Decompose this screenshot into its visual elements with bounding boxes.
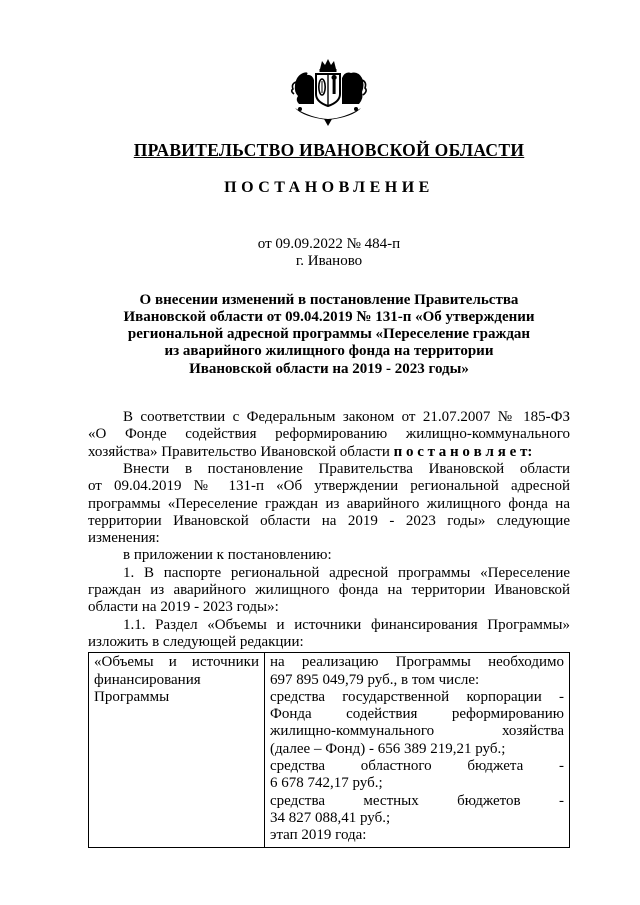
body-text-run: 1. В паспорте региональной адресной программы «Переселение (123, 564, 570, 581)
body-text-run: изложить в следующей редакции: (88, 633, 304, 650)
right-cell-line (270, 810, 564, 827)
body-text-run: программы «Переселение граждан из аварийного жилищного фонда на (88, 495, 570, 512)
ivanovo-coat-of-arms-icon (283, 58, 375, 128)
body-text-line (88, 426, 570, 443)
right-cell-text-run: (далее – Фонд) - 656 389 219,21 руб.; (270, 740, 506, 757)
city-line: г. Иваново (295, 253, 363, 270)
body-text-run: изменения: (88, 530, 160, 547)
right-cell-line (270, 706, 564, 723)
body-text-run: хозяйства» Правительство Ивановской области (88, 443, 394, 460)
body-text-run: Внести в постановление Правительства Ивановской области (123, 460, 570, 477)
decree-title-line: О внесении изменений в постановление Правительства (139, 291, 519, 308)
body-text-line (88, 461, 570, 478)
emblem-container (88, 58, 570, 128)
body-text-run: области на 2019 - 2023 годы»: (88, 599, 279, 616)
right-cell-line (270, 758, 564, 775)
date-number-line: от 09.09.2022 № 484-п (257, 236, 401, 252)
left-cell-line (94, 672, 259, 689)
body-text-run: от 09.04.2019 № 131-п «Об утверждении региональной адресной (88, 478, 570, 495)
left-cell-line (94, 689, 259, 706)
right-cell-line (270, 741, 564, 758)
financing-section-table (88, 652, 570, 847)
body-text-run: территории Ивановской области на 2019 - 2023 годы» следующие (88, 512, 570, 529)
body-text-line (88, 634, 570, 651)
right-cell-text-run: средства областного бюджета - (270, 758, 564, 775)
document-type-heading: ПОСТАНОВЛЕНИЕ (224, 179, 434, 196)
body-text-run: «О Фонде содействия реформированию жилищно-коммунального (88, 426, 570, 443)
right-cell-line (270, 723, 564, 740)
decree-title-line: Ивановской области на 2019 - 2023 годы» (189, 360, 469, 377)
right-cell-line (270, 793, 564, 810)
right-cell-line (270, 689, 564, 706)
decree-body-text (88, 409, 570, 651)
decree-title (88, 292, 570, 378)
government-name-heading: ПРАВИТЕЛЬСТВО ИВАНОВСКОЙ ОБЛАСТИ (133, 140, 525, 160)
body-text-run: 1.1. Раздел «Объемы и источники финансирования Программы» (123, 616, 570, 633)
date-place-block (88, 236, 570, 271)
right-cell-line (270, 672, 564, 689)
body-text-line (88, 617, 570, 634)
body-text-line (88, 599, 570, 616)
body-text-line (88, 478, 570, 495)
decree-title-line: из аварийного жилищного фонда на территории (164, 343, 494, 360)
financing-table-left-cell (89, 653, 265, 847)
body-text-line (88, 582, 570, 599)
left-cell-text-run: Программы (94, 688, 170, 705)
body-text-run: В соответствии с Федеральным законом от 21.07.2007 № 185-ФЗ (123, 409, 570, 426)
right-cell-line (270, 654, 564, 671)
right-cell-text-run: 34 827 088,41 руб.; (270, 809, 391, 826)
right-cell-text-run: этап 2019 года: (270, 827, 367, 844)
body-text-run: граждан из аварийного жилищного фонда на территории Ивановской (88, 582, 570, 599)
body-text-line (88, 409, 570, 426)
decree-title-line: Ивановской области от 09.04.2019 № 131-п «Об утверждении (123, 308, 535, 325)
right-cell-text-run: 697 895 049,79 руб., в том числе: (270, 671, 480, 688)
body-text-line (88, 565, 570, 582)
bold-text-run: п о с т а н о в л я е т: (393, 443, 533, 460)
left-cell-line (94, 654, 259, 671)
financing-table-row (89, 653, 570, 847)
body-text-line (88, 513, 570, 530)
body-text-run: в приложении к постановлению: (123, 547, 332, 564)
body-text-line (88, 444, 570, 461)
right-cell-text-run: средства государственной корпорации - (270, 688, 564, 705)
body-text-line (88, 547, 570, 564)
right-cell-text-run: жилищно-коммунального хозяйства (270, 723, 564, 740)
decree-title-line: региональной адресной программы «Переселение граждан (127, 326, 531, 343)
right-cell-text-run: на реализацию Программы необходимо (270, 654, 564, 671)
body-text-line (88, 496, 570, 513)
right-cell-text-run: средства местных бюджетов - (270, 792, 564, 809)
right-cell-text-run: Фонда содействия реформированию (270, 706, 564, 723)
left-cell-text-run: «Объемы и источники (94, 654, 259, 671)
right-cell-line (270, 827, 564, 844)
right-cell-text-run: 6 678 742,17 руб.; (270, 775, 383, 792)
left-cell-text-run: финансирования (94, 671, 201, 688)
body-text-line (88, 530, 570, 547)
right-cell-line (270, 775, 564, 792)
financing-table-right-cell (265, 653, 570, 847)
